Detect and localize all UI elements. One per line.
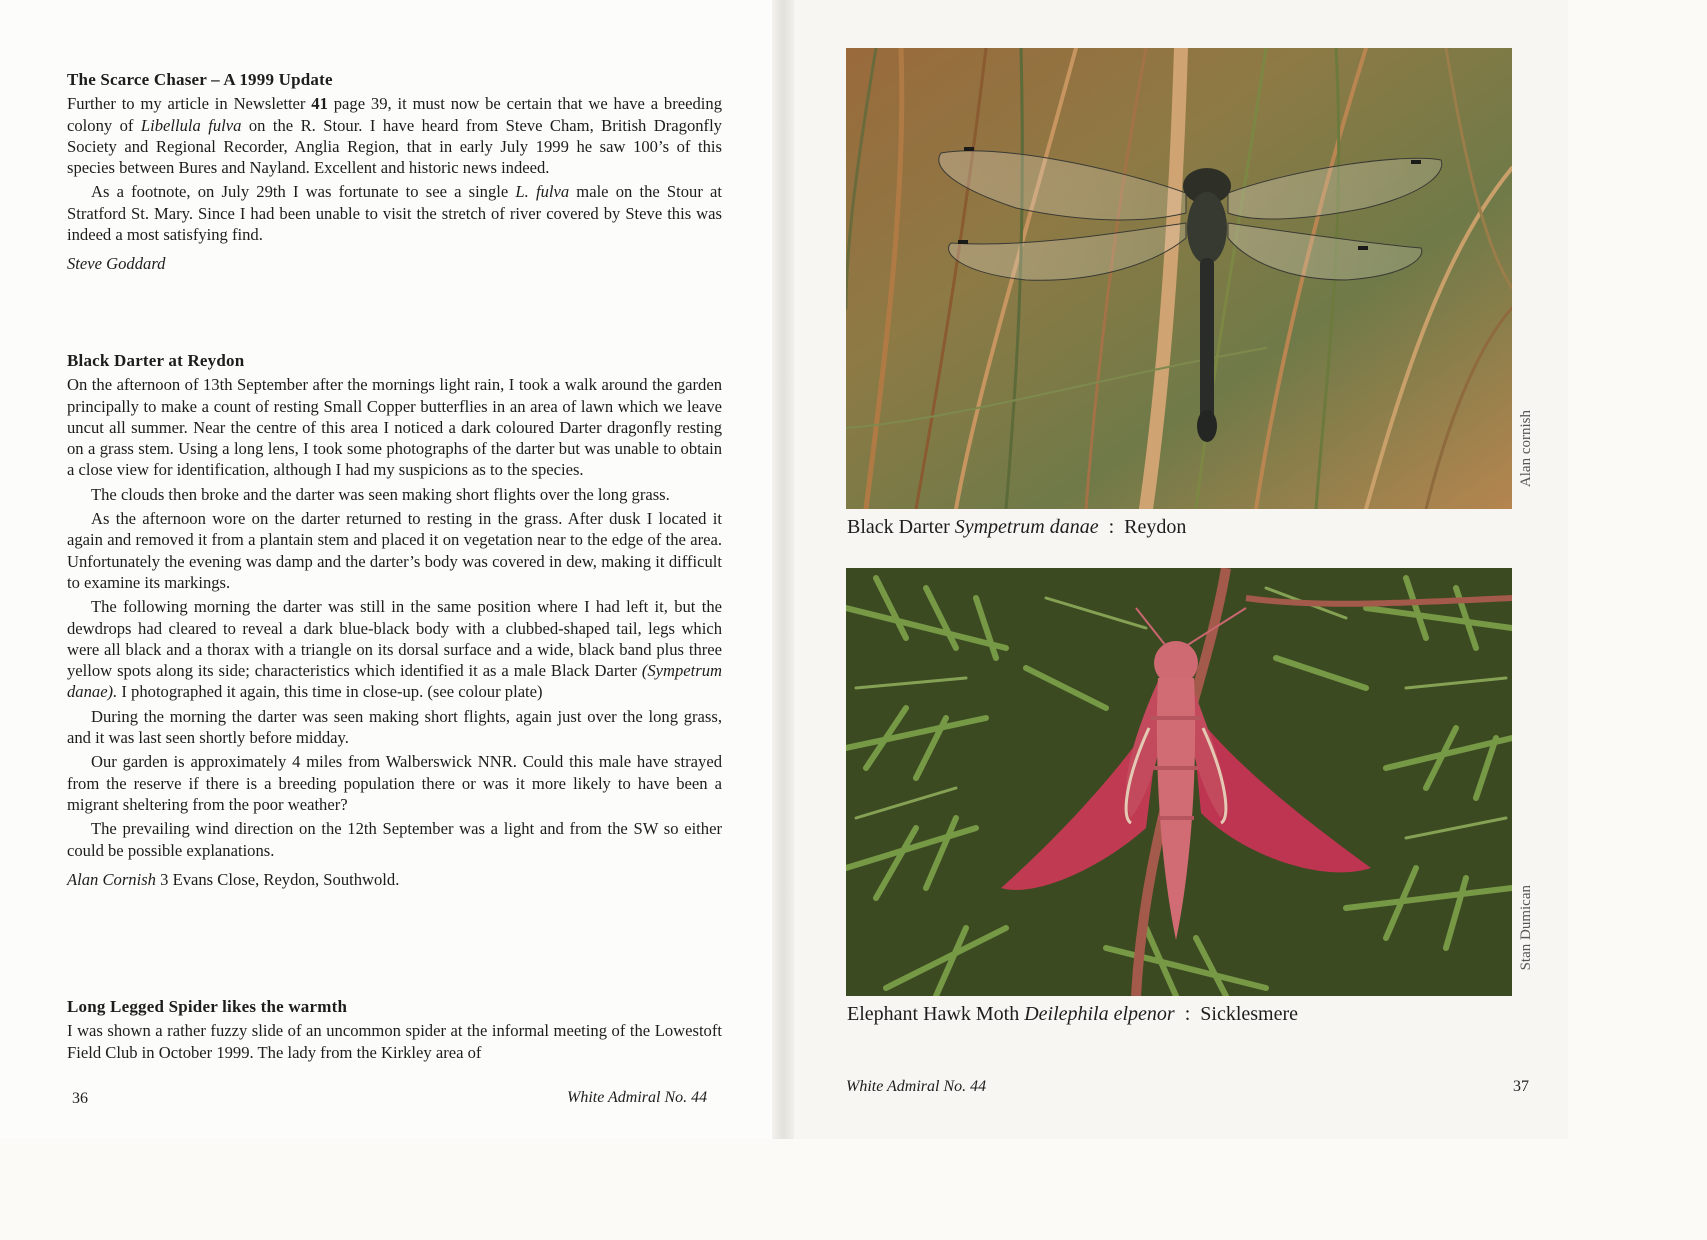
article-scarce-chaser <box>67 69 722 275</box>
moth-illustration <box>846 568 1512 996</box>
black-darter-photo <box>846 48 1512 509</box>
article-black-darter <box>67 350 722 890</box>
elephant-hawk-moth-photo <box>846 568 1512 996</box>
author-signature: Steve Goddard <box>67 254 166 274</box>
photo-credit-2: Stan Dumican <box>1518 885 1534 971</box>
plate-caption-2: Elephant Hawk Moth Deilephila elpenor : Sicklesmere <box>847 1003 1299 1025</box>
article-long-legged-spider <box>67 996 722 1063</box>
plate-caption-1: Black Darter Sympetrum danae : Reydon <box>847 516 1187 538</box>
article-title: Black Darter at Reydon <box>67 351 245 370</box>
paragraph: As a footnote, on July 29th I was fortunate to see a single L. fulva male on the Stour at Stratford St. Mary. Since I had been unable to visit the stretch of river covered by Steve this was indeed a most satisfying find. <box>67 182 722 245</box>
paragraph: On the afternoon of 13th September after the mornings light rain, I took a walk around the garden principally to make a count of resting Small Copper butterflies in an area of lawn which we leave uncut all summer. Near the centre of this area I noticed a dark coloured Darter dragonfly resting on a grass stem. Using a long lens, I took some photographs of the darter but was unable to obtain a close view for identification, although I had my suspicions as to the species. <box>67 375 722 480</box>
article-title: Long Legged Spider likes the warmth <box>67 997 348 1016</box>
running-footer-left: White Admiral No. 44 <box>567 1089 708 1106</box>
running-footer-right: White Admiral No. 44 <box>846 1078 987 1095</box>
paragraph: I was shown a rather fuzzy slide of an uncommon spider at the informal meeting of the Lowestoft Field Club in October 1999. The lady from the Kirkley area of <box>67 1021 722 1062</box>
author-signature: Alan Cornish 3 Evans Close, Reydon, Southwold. <box>67 869 400 889</box>
paragraph: The clouds then broke and the darter was seen making short flights over the long grass. <box>91 484 670 504</box>
paragraph: During the morning the darter was seen making short flights, again just over the long grass, and it was last seen shortly before midday. <box>67 706 722 748</box>
page-number-left: 36 <box>72 1090 88 1107</box>
paragraph: The following morning the darter was still in the same position where I had left it, but the dewdrops had cleared to reveal a dark blue-black body with a clubbed-shaped tail, legs which were all black and a thorax with a triangle on its dorsal surface and a wide, black band plus three yellow spots along its side; characteristics which identified it as a male Black Darter (Sympetrum danae). I photographed it again, this time in close-up. (see colour plate) <box>67 597 722 702</box>
paragraph: As the afternoon wore on the darter returned to resting in the grass. After dusk I located it again and removed it from a plantain stem and placed it on vegetation near to the edge of the area. Unfortunately the evening was damp and the darter’s body was covered in dew, making it difficult to examine its markings. <box>67 509 722 592</box>
photo-credit-1: Alan cornish <box>1518 410 1534 488</box>
paragraph: Further to my article in Newsletter 41 page 39, it must now be certain that we have a breeding colony of Libellula fulva on the R. Stour. I have heard from Steve Cham, British Dragonfly Society and Regional Recorder, Anglia Region, that in early July 1999 he saw 100’s of this species between Bures and Nayland. Excellent and historic news indeed. <box>67 94 722 178</box>
article-title: The Scarce Chaser – A 1999 Update <box>67 70 333 89</box>
paragraph: The prevailing wind direction on the 12th September was a light and from the SW so either could be possible explanations. <box>67 819 722 860</box>
page-number-right: 37 <box>1513 1078 1529 1095</box>
book-gutter <box>772 0 794 1139</box>
dragonfly-illustration <box>846 48 1512 509</box>
paragraph: Our garden is approximately 4 miles from Walberswick NNR. Could this male have strayed from the reserve if there is a breeding population there or was it more likely to have been a migrant sheltering from the poor weather? <box>67 752 722 814</box>
